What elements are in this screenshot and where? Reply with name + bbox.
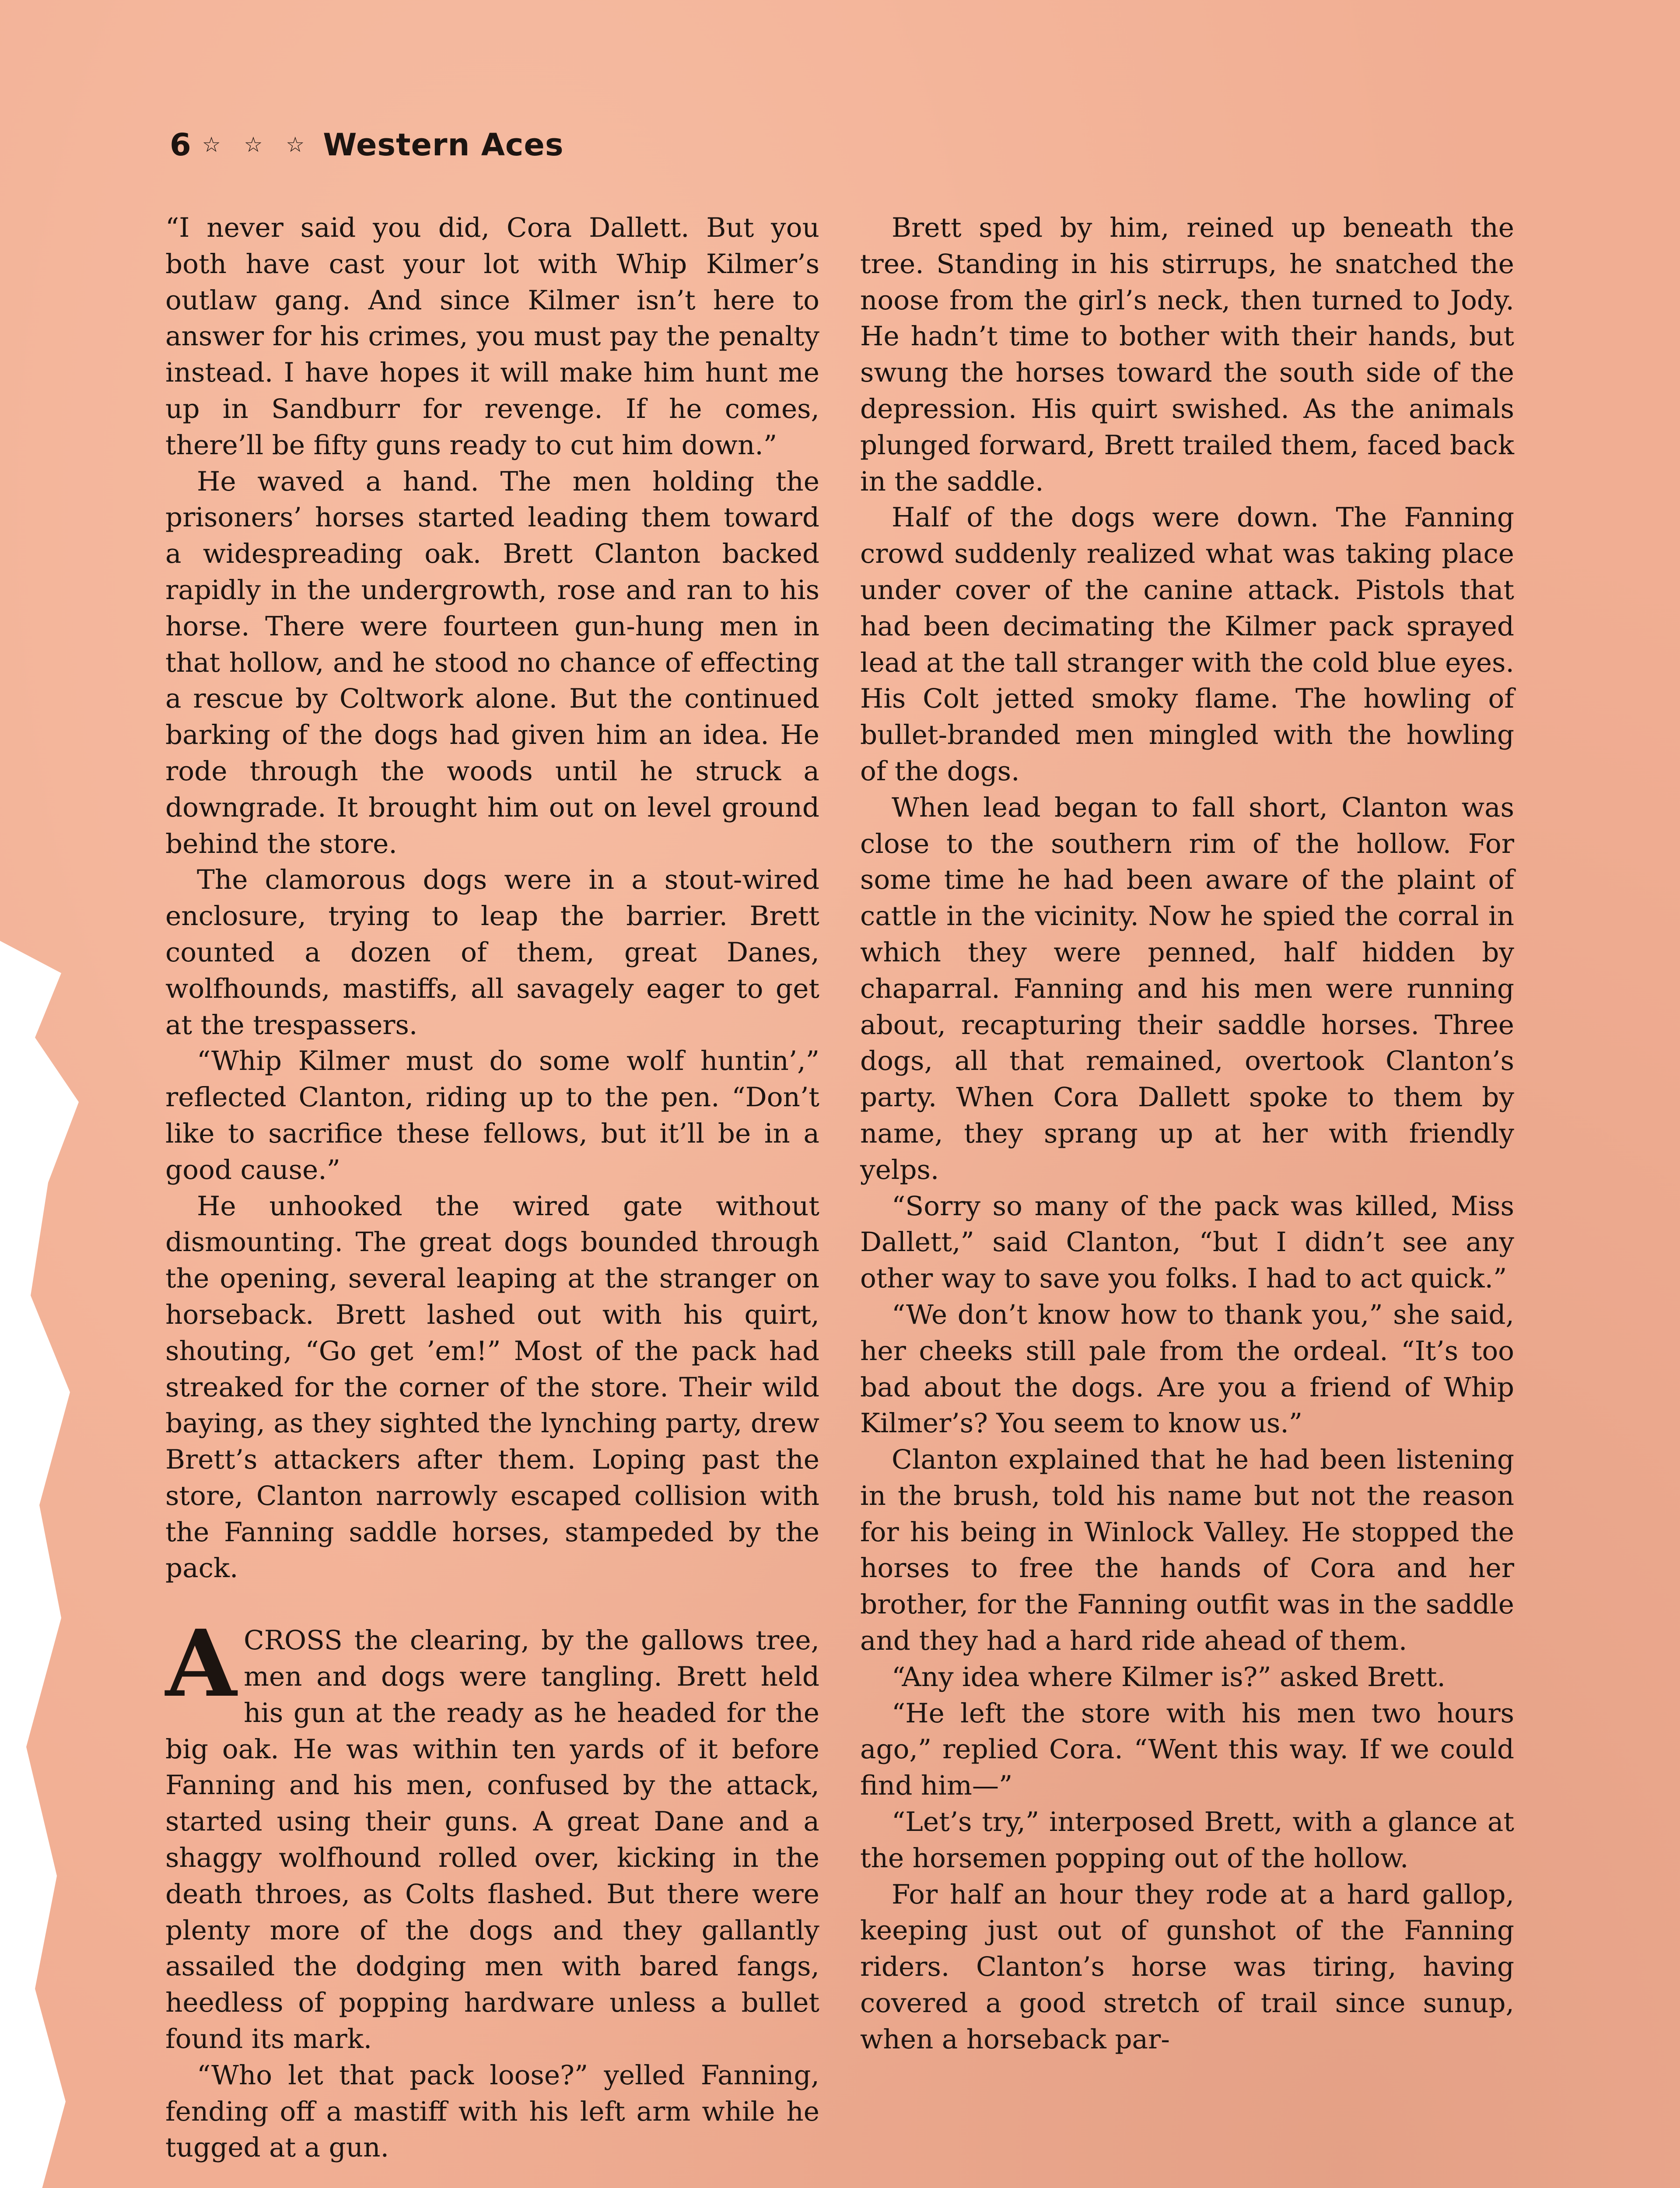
left-column xyxy=(165,210,819,2166)
paragraph: When lead began to fall short, Clanton was close to the southern rim of the hollow. For some time he had been aware of the plaint of cattle in the vicinity. Now he spied the corral in which they were penned, half hidden by chaparral. Fanning and his men were running about, recapturing their saddle horses. Three dogs, all that remained, overtook Clanton’s party. When Cora Dallett spoke to them by name, they sprang up at her with friendly yelps. xyxy=(860,792,1514,1185)
paragraph: “Sorry so many of the pack was killed, Miss Dallett,” said Clanton, “but I didn’t see any other way to save you folks. I had to act quick.” xyxy=(860,1190,1514,1294)
dropcap-letter: A xyxy=(165,1609,237,1718)
page-header xyxy=(170,127,564,163)
paragraph: He unhooked the wired gate without dismounting. The great dogs bounded through the opening, several leaping at the stranger on horseback. Brett lashed out with his quirt, shouting, “Go get ’em!” Most of the pack had streaked for the corner of the store. Their wild baying, as they sighted the lynching party, drew Brett’s attackers after them. Loping past the store, Clanton narrowly escaped collision with the Fanning saddle horses, stampeded by the pack. xyxy=(165,1190,819,1584)
paragraph: “Whip Kilmer must do some wolf huntin’,” reflected Clanton, riding up to the pen. “Don’t like to sacrifice these fellows, but it’ll be in a good cause.” xyxy=(165,1045,819,1185)
page-number: 6 xyxy=(170,127,192,163)
paragraph: “He left the store with his men two hours ago,” replied Cora. “Went this way. If we could find him—” xyxy=(860,1697,1514,1802)
magazine-title: Western Aces xyxy=(323,127,564,163)
paragraph: The clamorous dogs were in a stout-wired enclosure, trying to leap the barrier. Brett counted a dozen of them, great Danes, wolfhounds, mastiffs, all savagely eager to get at the trespassers. xyxy=(165,864,819,1041)
paragraph: “We don’t know how to thank you,” she said, her cheeks still pale from the ordeal. “It’s too bad about the dogs. Are you a friend of Whip Kilmer’s? You seem to know us.” xyxy=(860,1299,1514,1439)
paragraph: Half of the dogs were down. The Fanning crowd suddenly realized what was taking place under cover of the canine attack. Pistols that had been decimating the Kilmer pack sprayed lead at the tall stranger with the cold blue eyes. His Colt jetted smoky flame. The howling of bullet-branded men mingled with the howling of the dogs. xyxy=(860,502,1514,787)
paragraph: For half an hour they rode at a hard gallop, keeping just out of gunshot of the Fanning riders. Clanton’s horse was tiring, having covered a good stretch of trail since sunup, when a horseback par- xyxy=(860,1879,1514,2055)
paragraph: “Who let that pack loose?” yelled Fanning, fending off a mastiff with his left arm while he tugged at a gun. xyxy=(165,2059,819,2163)
header-stars-icon: ☆ ☆ ☆ xyxy=(202,133,313,157)
dropcap-paragraph-text: CROSS the clearing, by the gallows tree, men and dogs were tangling. Brett held his gun at the ready as he headed for the big oak. He was within ten yards of it before Fanning and his men, confused by the attack, started using their guns. A great Dane and a shaggy wolfhound rolled over, kicking in the death throes, as Colts flashed. But there were plenty more of the dogs and they gallantly assailed the dodging men with bared fangs, heedless of popping hardware unless a bullet found its mark. xyxy=(165,1625,819,2055)
dropcap-paragraph xyxy=(165,1609,819,2058)
paragraph: Clanton explained that he had been listening in the brush, told his name but not the reason for his being in Winlock Valley. He stopped the horses to free the hands of Cora and her brother, for the Fanning outfit was in the saddle and they had a hard ride ahead of them. xyxy=(860,1444,1514,1657)
paragraph: Brett sped by him, reined up beneath the tree. Standing in his stirrups, he snatched the noose from the girl’s neck, then turned to Jody. He hadn’t time to bother with their hands, but swung the horses toward the south side of the depression. His quirt swished. As the animals plunged forward, Brett trailed them, faced back in the saddle. xyxy=(860,212,1514,497)
paragraph: “Any idea where Kilmer is?” asked Brett. xyxy=(892,1661,1446,1693)
paragraph: “Let’s try,” interposed Brett, with a glance at the horsemen popping out of the hollow. xyxy=(860,1806,1514,1874)
paragraph: “I never said you did, Cora Dallett. But you both have cast your lot with Whip Kilmer’s outlaw gang. And since Kilmer isn’t here to answer for his crimes, you must pay the penalty instead. I have hopes it will make him hunt me up in Sandburr for revenge. If he comes, there’ll be fifty guns ready to cut him down.” xyxy=(165,212,819,461)
paragraph: He waved a hand. The men holding the prisoners’ horses started leading them toward a widespreading oak. Brett Clanton backed rapidly in the undergrowth, rose and ran to his horse. There were fourteen gun-hung men in that hollow, and he stood no chance of effecting a rescue by Coltwork alone. But the continued barking of the dogs had given him an idea. He rode through the woods until he struck a downgrade. It brought him out on level ground behind the store. xyxy=(165,466,819,859)
right-column xyxy=(860,210,1514,2058)
